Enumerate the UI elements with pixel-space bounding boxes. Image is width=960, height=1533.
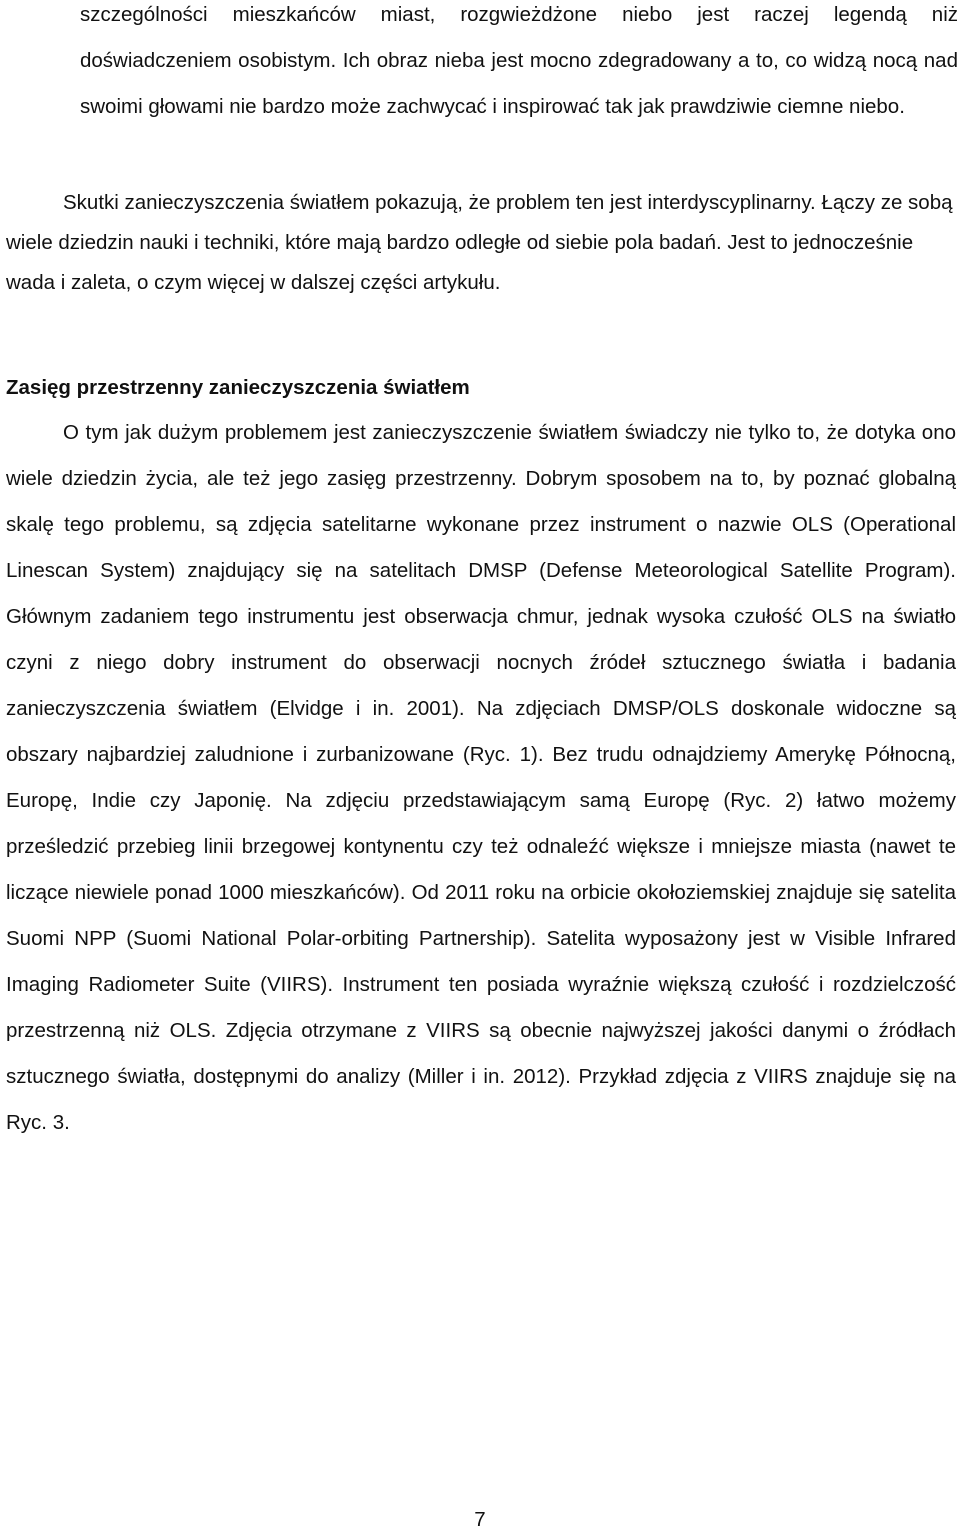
paragraph-interdisciplinary: Skutki zanieczyszczenia światłem pokazują, że problem ten jest interdyscyplinarny. Łączy ze sobą wiele dziedzin nauki i techniki, które mają bardzo odległe od siebie pola badań. Jest to jednocześnie wada i zaleta, o czym więcej w dalszej części artykułu. [6,191,953,294]
section-heading: Zasięg przestrzenny zanieczyszczenia światłem [6,376,470,399]
page-number: 7 [474,1508,486,1531]
paragraph-spatial-extent: O tym jak dużym problemem jest zanieczyszczenie światłem świadczy nie tylko to, że dotyka ono wiele dziedzin życia, ale też jego zasięg przestrzenny. Dobrym sposobem na to, by poznać globalną skalę tego problemu, są zdjęcia satelitarne wykonane przez instrument o nazwie OLS (Operational Linescan System) znajdujący się na satelitach DMSP (Defense Meteorological Satellite Program). Głównym zadaniem tego instrumentu jest obserwacja chmur, jednak wysoka czułość OLS na światło czyni z niego dobry instrument do obserwacji nocnych źródeł sztucznego światła i badania zanieczyszczenia światłem (Elvidge i in. 2001). Na zdjęciach DMSP/OLS doskonale widoczne są obszary najbardziej zaludnione i zurbanizowane (Ryc. 1). Bez trudu odnajdziemy Amerykę Północną, Europę, Indie czy Japonię. Na zdjęciu przedstawiającym samą Europę (Ryc. 2) łatwo możemy prześledzić przebieg linii brzegowej kontynentu czy też odnaleźć większe i mniejsze miasta (nawet te liczące niewiele ponad 1000 mieszkańców). Od 2011 roku na orbicie okołoziemskiej znajduje się satelita Suomi NPP (Suomi National Polar-orbiting Partnership). Satelita wyposażony jest w Visible Infrared Imaging Radiometer Suite (VIIRS). Instrument ten posiada wyraźnie większą czułość i rozdzielczość przestrzenną niż OLS. Zdjęcia otrzymane z VIIRS są obecnie najwyższej jakości danymi o źródłach sztucznego światła, dostępnymi do analizy (Miller i in. 2012). Przykład zdjęcia z VIIRS znajduje się na Ryc. 3. [6,421,956,1134]
paragraph-intro-continuation: szczególności mieszkańców miast, rozgwieżdżone niebo jest raczej legendą niż doświadczeniem osobistym. Ich obraz nieba jest mocno zdegradowany a to, co widzą nocą nad swoimi głowami nie bardzo może zachwycać i inspirować tak jak prawdziwie ciemne niebo. [80,3,958,118]
